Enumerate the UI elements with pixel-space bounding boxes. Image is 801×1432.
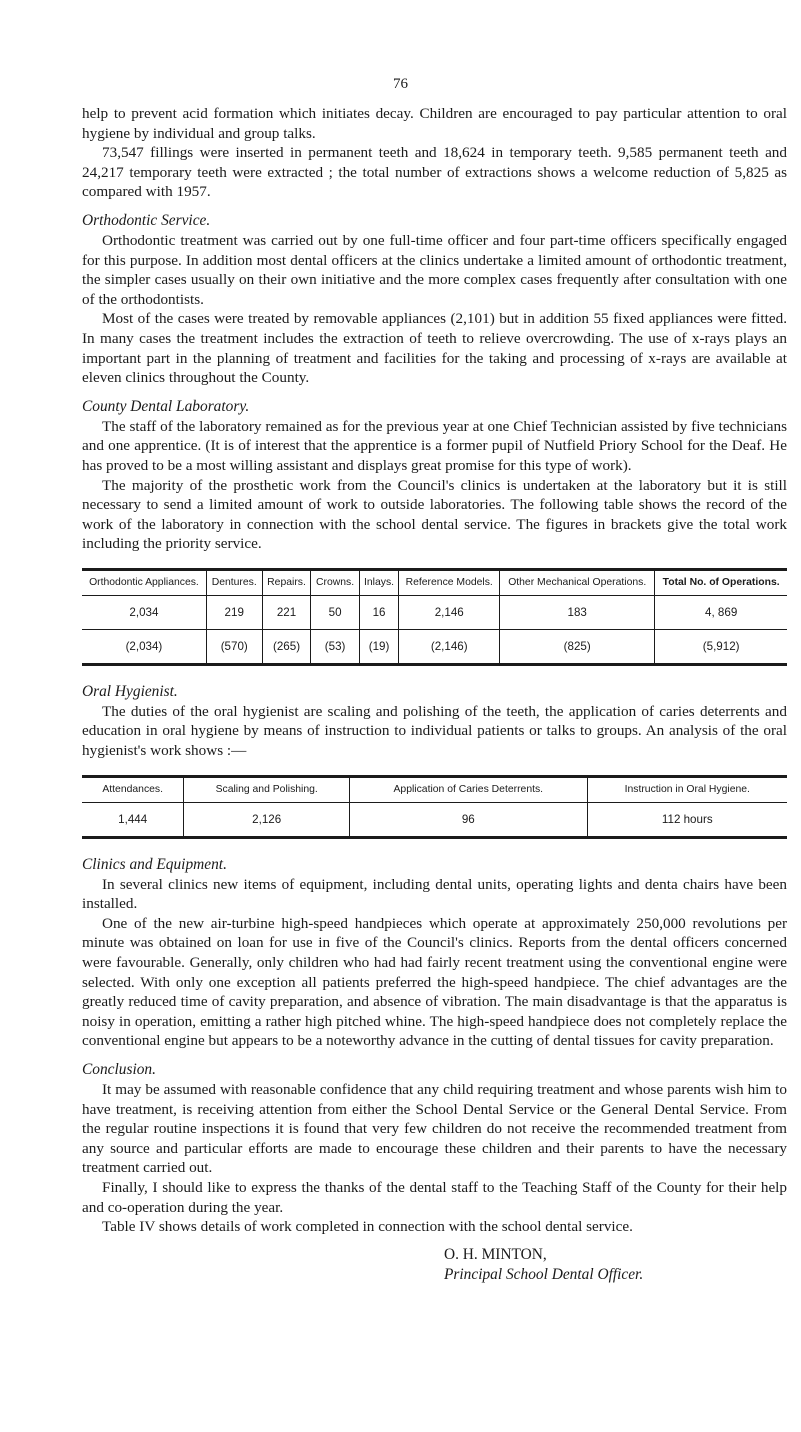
table-cell: 50	[311, 595, 359, 629]
intro-paragraph: help to prevent acid formation which initiates decay. Children are encouraged to pay particular attention to oral hygiene by individual and group talks.	[82, 105, 787, 142]
section-heading-orthodontic: Orthodontic Service.	[82, 211, 211, 229]
signature-title: Principal School Dental Officer.	[444, 1265, 644, 1283]
signature-name: O. H. MINTON,	[444, 1245, 547, 1263]
table-cell: (2,034)	[82, 629, 206, 664]
column-header: Instruction in Oral Hygiene.	[587, 776, 787, 802]
column-header: Other Mechanical Operations.	[500, 569, 655, 595]
table-row	[82, 595, 787, 629]
orthodontic-paragraph: Most of the cases were treated by removable appliances (2,101) but in addition 55 fixed appliances were fitted. In many cases the treatment includes the extraction of teeth to relieve overcrowding. The use of x-rays plays an important part in the planning of treatment and facilities for the taking and processing of x-rays are available at eleven clinics throughout the County.	[82, 310, 787, 387]
table-row	[82, 802, 787, 837]
table-cell: 112 hours	[587, 802, 787, 837]
table-cell: (2,146)	[399, 629, 500, 664]
table-cell: 183	[500, 595, 655, 629]
hygienist-work-table	[82, 775, 787, 839]
column-header: Scaling and Polishing.	[184, 776, 350, 802]
intro-paragraph: 73,547 fillings were inserted in permanent teeth and 18,624 in temporary teeth. 9,585 permanent teeth and 24,217 temporary teeth were extracted ; the total number of extractions shows a welcome reduction of 5,825 as compared with 1957.	[82, 144, 787, 201]
orthodontic-paragraph: Orthodontic treatment was carried out by one full-time officer and four part-time officers specifically engaged for this purpose. In addition most dental officers at the clinics undertake a limited amount of orthodontic treatment, the simpler cases usually on their own initiative and the more complex cases frequently after consultation with one of the orthodontists.	[82, 231, 787, 308]
laboratory-work-table	[82, 568, 787, 666]
page-content	[82, 104, 787, 1285]
page-number: 76	[393, 76, 408, 92]
section-heading-hygienist: Oral Hygienist.	[82, 682, 178, 700]
column-header: Crowns.	[311, 569, 359, 595]
table-cell: 2,146	[399, 595, 500, 629]
table-cell: (53)	[311, 629, 359, 664]
column-header: Application of Caries Deterrents.	[350, 776, 588, 802]
table-cell: 221	[262, 595, 311, 629]
conclusion-paragraph: Table IV shows details of work completed in connection with the school dental service.	[102, 1218, 633, 1236]
table-cell: (570)	[206, 629, 262, 664]
hygienist-paragraph: The duties of the oral hygienist are scaling and polishing of the teeth, the application of caries deterrents and education in oral hygiene by means of instruction to individual patients or talks to groups. An analysis of the oral hygienist's work shows :—	[82, 702, 787, 760]
conclusion-paragraph: Finally, I should like to express the thanks of the dental staff to the Teaching Staff of the County for their help and co-operation during the year.	[82, 1178, 787, 1216]
signature-block	[82, 1245, 787, 1285]
column-header: Total No. of Operations.	[655, 569, 787, 595]
column-header: Reference Models.	[399, 569, 500, 595]
column-header: Dentures.	[206, 569, 262, 595]
table-cell: (5,912)	[655, 629, 787, 664]
table-cell: (265)	[262, 629, 311, 664]
section-heading-clinics: Clinics and Equipment.	[82, 855, 227, 873]
clinics-paragraph: In several clinics new items of equipment, including dental units, operating lights and denta chairs have been installed.	[82, 875, 787, 913]
table-cell: (19)	[359, 629, 399, 664]
table-row	[82, 629, 787, 664]
laboratory-paragraph: The majority of the prosthetic work from the Council's clinics is undertaken at the laboratory but it is still necessary to send a limited amount of work to outside laboratories. The following table shows the record of the work of the laboratory in connection with the school dental service. The figures in brackets give the total work including the priority service.	[82, 476, 787, 553]
clinics-paragraph: One of the new air-turbine high-speed handpieces which operate at approximately 250,000 revolutions per minute was obtained on loan for use in five of the Council's clinics. Reports from the dental officers concerned were favourable. Generally, only children who had had fairly recent treatment using the conventional engine were selected. With only one exception all patients preferred the high-speed handpiece. The chief advantages are the greatly reduced time of cavity preparation, and absence of vibration. The main disadvantage is that the apparatus is noisy in operation, emitting a rather high pitched whine. The high-speed handpiece does not completely replace the conventional engine but appears to be a noteworthy advance in the cutting of dental tissues for cavity preparation.	[82, 914, 787, 1050]
table-cell: 219	[206, 595, 262, 629]
column-header: Repairs.	[262, 569, 311, 595]
table-cell: 2,126	[184, 802, 350, 837]
conclusion-paragraph: It may be assumed with reasonable confidence that any child requiring treatment and whose parents wish him to have treatment, is receiving attention from either the School Dental Service or the General Dental Service. From the regular routine inspections it is found that very few children do not receive the recommended treatment from any source and particular efforts are made to encourage these children and their parents to have the necessary treatment carried out.	[82, 1081, 787, 1177]
section-heading-conclusion: Conclusion.	[82, 1061, 156, 1078]
table-header-row	[82, 569, 787, 595]
table-cell: 96	[350, 802, 588, 837]
table-cell: 4, 869	[655, 595, 787, 629]
column-header: Inlays.	[359, 569, 399, 595]
table-cell: 2,034	[129, 605, 159, 619]
column-header: Attendances.	[82, 776, 184, 802]
column-header: Orthodontic Appliances.	[82, 569, 206, 595]
table-header-row	[82, 776, 787, 802]
table-cell: 1,444	[82, 802, 184, 837]
table-cell: (825)	[500, 629, 655, 664]
laboratory-paragraph: The staff of the laboratory remained as for the previous year at one Chief Technician assisted by five technicians and one apprentice. (It is of interest that the apprentice is a former pupil of Nutfield Priory School for the Deaf. He has proved to be a most willing assistant and displays great promise for this type of work).	[82, 417, 787, 474]
table-cell: 16	[359, 595, 399, 629]
section-heading-laboratory: County Dental Laboratory.	[82, 397, 250, 415]
